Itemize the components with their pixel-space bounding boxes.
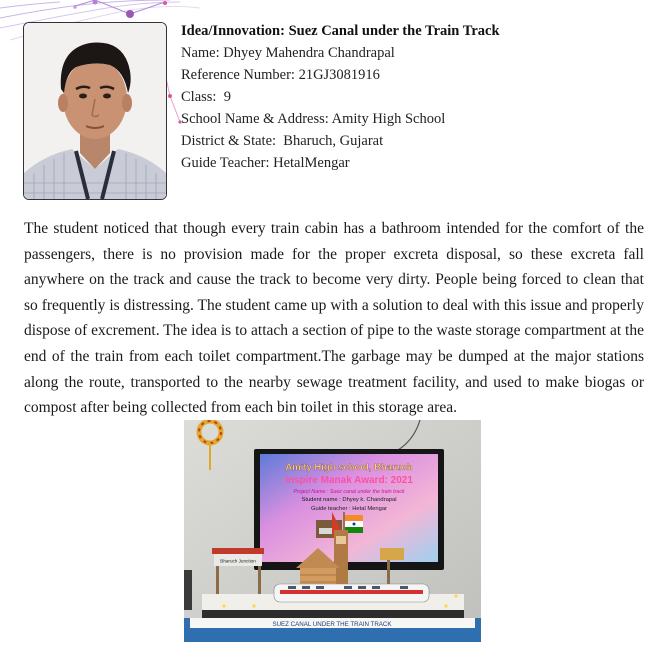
class-label: Class: bbox=[181, 89, 217, 105]
school-label: School Name & Address: bbox=[181, 111, 329, 127]
model-label: SUEZ CANAL UNDER THE TRAIN TRACK bbox=[272, 621, 392, 628]
guide-teacher-line bbox=[181, 152, 651, 174]
district-label: District & State: bbox=[181, 133, 277, 149]
class-line bbox=[181, 86, 651, 108]
screen-project-name: Project Name : Suez canal under the train track bbox=[293, 489, 405, 495]
district-value: Bharuch, Gujarat bbox=[283, 133, 384, 149]
student-info bbox=[181, 20, 651, 174]
screen-student-name: Student name : Dhyey k. Chandrapal bbox=[301, 497, 397, 503]
class-value: 9 bbox=[223, 89, 231, 105]
name-label: Name: bbox=[181, 45, 220, 61]
student-name-line bbox=[181, 42, 651, 64]
project-model-photo bbox=[184, 420, 481, 642]
idea-description: The student noticed that though every train cabin has a bathroom intended for the comfort of the passengers, there is no provision made for the proper excreta disposal, so these excreta fall anywhere on the track and cause the track to become very dirty. People being forced to clean that so frequently is distressing. The student came up with a solution to deal with this issue and properly dispose of excrement. The idea is to attach a section of pipe to the waste storage compartment at the end of the train from each toilet compartment.The garbage may be dumped at the major stations along the route, transported to the nearby sewage treatment facility, and used to make biogas or compost after being collected from each bin toilet in this storage area. bbox=[24, 220, 644, 417]
reference-label: Reference Number: bbox=[181, 67, 295, 83]
student-photo bbox=[23, 22, 167, 200]
school-value: Amity High School bbox=[331, 111, 446, 127]
name-value: Dhyey Mahendra Chandrapal bbox=[223, 45, 395, 61]
district-line bbox=[181, 130, 651, 152]
screen-school-title: Amity High school, Bharuch bbox=[285, 462, 413, 473]
reference-number-line bbox=[181, 64, 651, 86]
reference-value: 21GJ3081916 bbox=[298, 67, 380, 83]
guide-label: Guide Teacher: bbox=[181, 155, 270, 171]
school-line bbox=[181, 108, 651, 130]
idea-title: Idea/Innovation: Suez Canal under the Train Track bbox=[181, 23, 500, 39]
station-sign: Bharuch Junction bbox=[220, 558, 256, 564]
screen-award-title: Inspire Manak Award: 2021 bbox=[285, 475, 413, 486]
screen-guide-teacher: Guide teacher : Hetal Mengar bbox=[310, 506, 388, 512]
guide-value: HetalMengar bbox=[273, 155, 350, 171]
